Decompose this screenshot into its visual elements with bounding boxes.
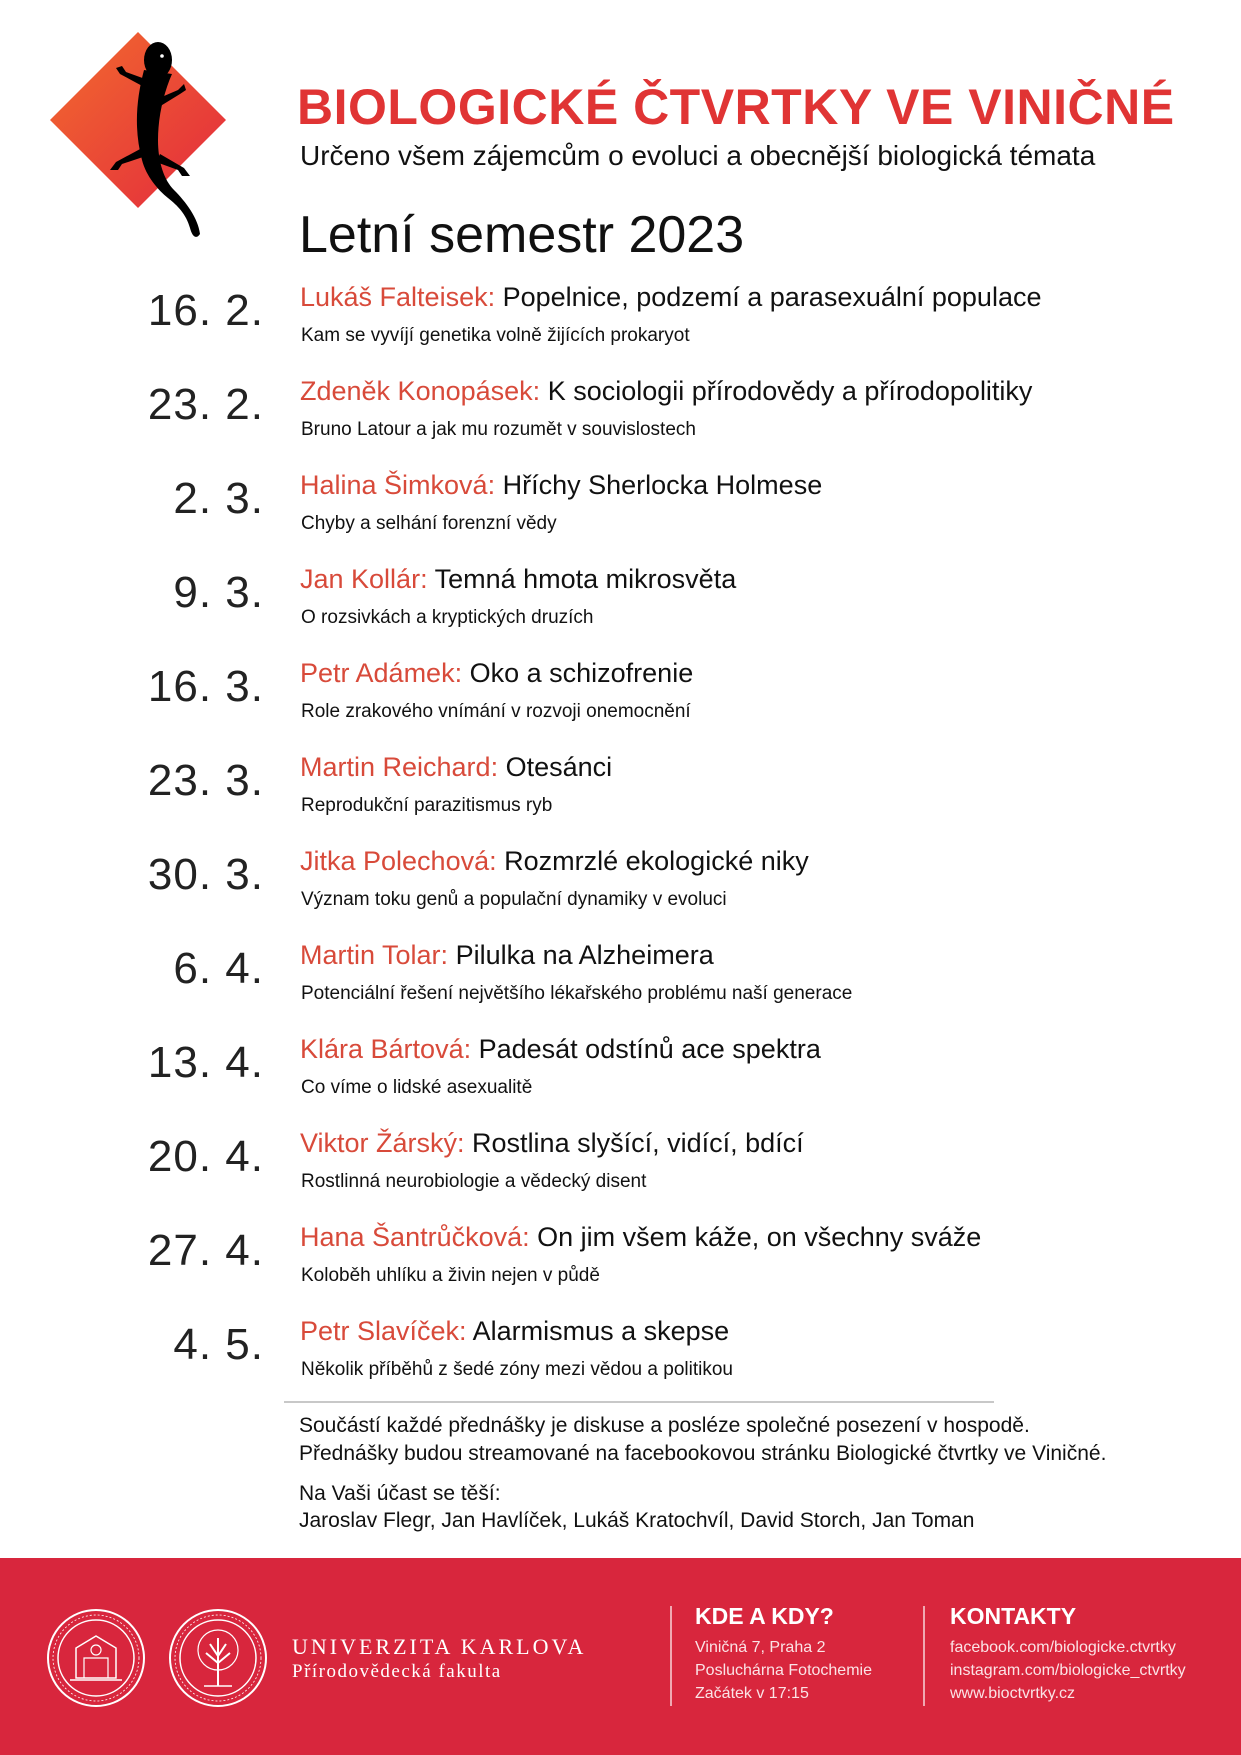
lecture-subtitle: Rostlinná neurobiologie a vědecký disent [301, 1171, 647, 1192]
divider [284, 1401, 994, 1403]
lecture-item [0, 938, 1241, 1032]
lecture-headline [300, 564, 736, 595]
lecture-date: 6. 4. [173, 944, 264, 993]
lecture-speaker: Viktor Žárský: [300, 1128, 465, 1158]
salamander-logo [50, 30, 270, 240]
university-seal-icon [46, 1608, 146, 1708]
lecture-date: 20. 4. [147, 1132, 264, 1181]
facebook-link[interactable]: facebook.com/biologicke.ctvrtky [950, 1639, 1176, 1656]
lecture-subtitle: Role zrakového vnímání v rozvoji onemocnění [301, 701, 691, 722]
lecture-speaker: Jitka Polechová: [300, 846, 497, 876]
lecture-headline [300, 1222, 981, 1253]
page-subtitle: Určeno všem zájemcům o evoluci a obecnější biologická témata [300, 140, 1096, 171]
lecture-topic: Rostlina slyšící, vidící, bdící [472, 1128, 804, 1158]
lecture-subtitle: O rozsivkách a kryptických druzích [301, 607, 594, 628]
lecture-topic: Temná hmota mikrosvěta [434, 564, 737, 594]
lecture-speaker: Halina Šimková: [300, 470, 496, 500]
lecture-topic: Padesát odstínů ace spektra [478, 1034, 821, 1064]
footer [0, 1558, 1241, 1755]
lecture-date: 16. 3. [147, 662, 264, 711]
lecture-headline [300, 658, 693, 689]
lecture-list [0, 280, 1241, 1408]
lecture-subtitle: Chyby a selhání forenzní vědy [301, 513, 557, 534]
lecture-speaker: Lukáš Falteisek: [300, 282, 496, 312]
lecture-topic: Hříchy Sherlocka Holmese [502, 470, 823, 500]
lecture-speaker: Jan Kollár: [300, 564, 428, 594]
lecture-headline [300, 376, 1032, 407]
lecture-headline [300, 470, 822, 501]
lecture-topic: K sociologii přírodovědy a přírodopolitiky [547, 376, 1033, 406]
where-time: Začátek v 17:15 [695, 1685, 809, 1702]
where-address: Viničná 7, Praha 2 [695, 1639, 826, 1656]
lecture-item [0, 1126, 1241, 1220]
lecture-date: 30. 3. [147, 850, 264, 899]
lecture-topic: Otesánci [505, 752, 613, 782]
contacts-heading: KONTAKTY [950, 1603, 1077, 1629]
lecture-item [0, 280, 1241, 374]
lecture-date: 9. 3. [173, 568, 264, 617]
lecture-topic: Alarmismus a skepse [472, 1316, 730, 1346]
lecture-item [0, 468, 1241, 562]
lecture-headline [300, 1128, 804, 1159]
lecture-item [0, 656, 1241, 750]
lecture-headline [300, 752, 612, 783]
lecture-headline [300, 846, 809, 877]
page-title: BIOLOGICKÉ ČTVRTKY VE VINIČNÉ [297, 79, 1175, 135]
where-heading: KDE A KDY? [695, 1603, 834, 1629]
lecture-topic: Oko a schizofrenie [469, 658, 694, 688]
lecture-item [0, 374, 1241, 468]
faculty-seal-icon [168, 1608, 268, 1708]
lecture-speaker: Martin Reichard: [300, 752, 499, 782]
note-organizers: Jaroslav Flegr, Jan Havlíček, Lukáš Kratochvíl, David Storch, Jan Toman [299, 1509, 975, 1532]
lecture-headline [300, 1034, 821, 1065]
lecture-item [0, 1220, 1241, 1314]
lecture-topic: Popelnice, podzemí a parasexuální populace [502, 282, 1042, 312]
lecture-item [0, 1314, 1241, 1408]
lecture-subtitle: Několik příběhů z šedé zóny mezi vědou a politikou [301, 1359, 733, 1380]
footer-separator [923, 1606, 925, 1706]
lecture-speaker: Zdeněk Konopásek: [300, 376, 541, 406]
lecture-speaker: Petr Slavíček: [300, 1316, 467, 1346]
lecture-subtitle: Potenciální řešení největšího lékařského problému naší generace [301, 983, 853, 1004]
lecture-date: 23. 3. [147, 756, 264, 805]
lecture-subtitle: Reprodukční parazitismus ryb [301, 795, 553, 816]
lecture-speaker: Martin Tolar: [300, 940, 449, 970]
lecture-item [0, 1032, 1241, 1126]
lecture-item [0, 562, 1241, 656]
lecture-topic: On jim všem káže, on všechny sváže [537, 1222, 982, 1252]
note-discussion: Součástí každé přednášky je diskuse a posléze společné posezení v hospodě. [299, 1414, 1030, 1437]
lecture-date: 13. 4. [147, 1038, 264, 1087]
lecture-headline [300, 282, 1041, 313]
instagram-link[interactable]: instagram.com/biologicke_ctvrtky [950, 1662, 1186, 1679]
lecture-topic: Pilulka na Alzheimera [455, 940, 714, 970]
lecture-date: 27. 4. [147, 1226, 264, 1275]
lecture-subtitle: Co víme o lidské asexualitě [301, 1077, 533, 1098]
footer-separator [670, 1606, 672, 1706]
lecture-topic: Rozmrzlé ekologické niky [504, 846, 809, 876]
lecture-date: 2. 3. [173, 474, 264, 523]
lecture-speaker: Hana Šantrůčková: [300, 1222, 530, 1252]
where-room: Posluchárna Fotochemie [695, 1662, 872, 1679]
faculty-name: Přírodovědecká fakulta [292, 1661, 502, 1682]
lecture-date: 4. 5. [173, 1320, 264, 1369]
lecture-item [0, 750, 1241, 844]
university-name: UNIVERZITA KARLOVA [292, 1634, 587, 1659]
note-streaming: Přednášky budou streamované na facebookovou stránku Biologické čtvrtky ve Viničné. [299, 1442, 1107, 1465]
lecture-date: 16. 2. [147, 286, 264, 335]
semester-heading: Letní semestr 2023 [299, 206, 745, 264]
lecture-headline [300, 940, 714, 971]
website-link[interactable]: www.bioctvrtky.cz [950, 1685, 1076, 1702]
lecture-item [0, 844, 1241, 938]
lecture-subtitle: Kam se vyvíjí genetika volně žijících prokaryot [301, 325, 690, 346]
lecture-subtitle: Bruno Latour a jak mu rozumět v souvislostech [301, 419, 696, 440]
lecture-speaker: Klára Bártová: [300, 1034, 472, 1064]
lecture-headline [300, 1316, 729, 1347]
lecture-date: 23. 2. [147, 380, 264, 429]
lecture-speaker: Petr Adámek: [300, 658, 463, 688]
note-greeting: Na Vaši účast se těší: [299, 1482, 501, 1505]
lecture-subtitle: Význam toku genů a populační dynamiky v evoluci [301, 889, 727, 910]
lecture-subtitle: Koloběh uhlíku a živin nejen v půdě [301, 1265, 600, 1286]
